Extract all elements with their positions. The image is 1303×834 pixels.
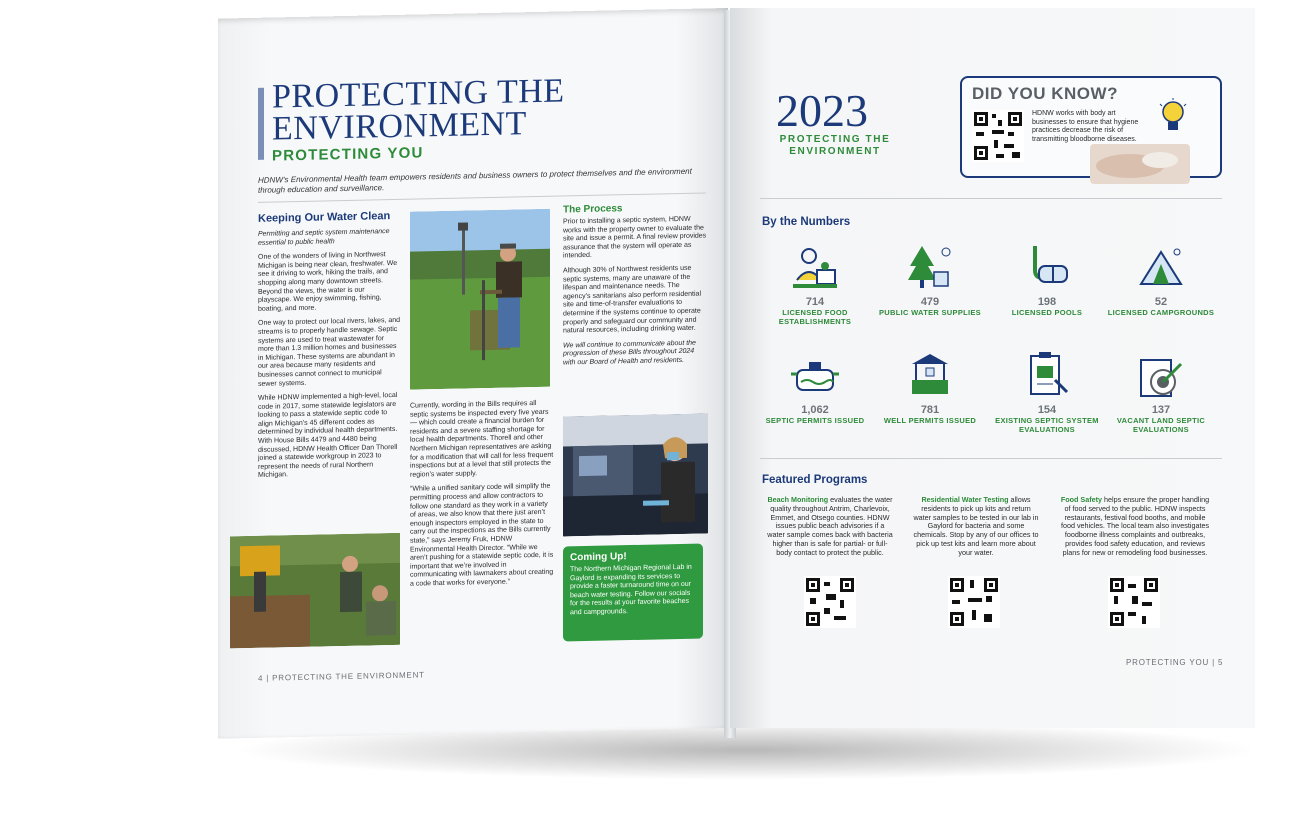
section-subheading: Permitting and septic system maintenance essential to public health [258,228,390,247]
paragraph: We will continue to communicate about the progression of these Bills throughout 2024 with our Board of Health and residents. [563,339,696,367]
paragraph: Currently, wording in the Bills requires all septic systems be inspected every five years — which could create a financial burden for residents and a severe staffing shortage for local health departments. Thorell and other Northern Michigan representatives are asking for a modification that will call for less frequent inspections but at a level that still protects the region’s water supply. [410,400,554,479]
title-line-2: ENVIRONMENT [272,105,527,148]
target-icon [1135,350,1187,402]
divider [760,198,1222,199]
qr-code-icon[interactable] [1108,576,1160,628]
coming-up-body: The Northern Michigan Regional Lab in Gaylord is expanding its services to provide a faster turnaround time on our beach water testing. Follow our socials for the results at your favorite beaches and campgrounds. [570,563,692,617]
did-you-know-box [960,76,1222,178]
program-residential-water [912,496,1040,558]
divider [760,458,1222,459]
programs-heading: Featured Programs [762,474,868,486]
stat-vacant-land [1106,350,1216,434]
stat-label: VACANT LAND SEPTIC EVALUATIONS [1116,416,1206,434]
paragraph: Prior to installing a septic system, HDNW works with the property owner to evaluate the site and issue a permit. A final review provides assurance that the system will operate as intended. [563,215,707,260]
stat-number: 52 [1154,296,1168,308]
paragraph: One way to protect our local rivers, lakes, and streams is to properly handle sewage. Septic systems are used to treat wastewater for more than 1.3 million homes and businesses in Michigan. These systems are abundant in our area because many residents and businesses cannot connect to municipal sewer systems. [258,317,401,388]
stat-number: 154 [1037,404,1057,416]
title-line-1: PROTECTING THE [272,72,565,116]
did-you-know-body: HDNW works with body art businesses to ensure that hygiene practices decrease the risk of transmitting bloodborne diseases. [1032,110,1139,143]
coming-up-box [563,544,703,642]
column-1 [258,228,400,487]
stat-number: 1,062 [801,404,829,416]
program-text: allows residents to pick up kits and return water samples to be tested in our lab in Gaylord for bacteria and some chemicals. Stop by any of our offices to pick up test kits and learn more about your water. [913,495,1039,557]
page-subtitle: PROTECTING YOU [272,144,424,165]
stat-label: LICENSED POOLS [1011,308,1083,317]
stat-number: 479 [920,296,940,308]
column-2 [410,400,555,596]
stat-well-permits [875,350,985,425]
page-footer-left: 4 | PROTECTING THE ENVIRONMENT [258,670,425,683]
title-accent-bar [258,88,264,160]
clipboard-icon [1021,350,1073,402]
program-name: Food Safety [1060,495,1103,504]
process-heading: The Process [563,203,623,216]
stat-pools [992,242,1102,317]
coming-up-heading: Coming Up! [570,551,627,564]
paragraph: While HDNW implemented a high-level, local code in 2017, some statewide legislators are looking to pass a statewide septic code to align Michigan’s 45 different codes as determined by individual health departments. With House Bills 4479 and 4480 being discussed, HDNW Health Officer Dan Thorell joined a statewide workgroup in 2023 to represent the needs of rural Northern Michigan. [258,392,398,480]
program-text: helps ensure the proper handling of food served to the public. HDNW inspects restaurants, festival food booths, and mobile food vehicles. The local team also investigates foodborne illness complaints and outbreaks, provides food safety education, and reviews plans for new or remodeling food businesses. [1060,495,1210,557]
stat-number: 198 [1037,296,1057,308]
year-heading: 2023 [776,85,868,136]
stat-label: WELL PERMITS ISSUED [883,416,977,425]
qr-code-icon[interactable] [972,110,1024,162]
stat-label: PUBLIC WATER SUPPLIES [878,308,981,317]
right-page [730,8,1255,728]
stat-label: SEPTIC PERMITS ISSUED [765,416,865,425]
snorkel-mask-icon [1021,242,1073,294]
page-title [272,72,565,148]
paragraph: “While a unified sanitary code will simplify the permitting process and allow contractors to follow one standard as they work in a variety of areas, we also know that there just aren’t enough inspectors employed in the state to carry out the inspections as the Bills currently state,” says Jeremy Fruk, HDNW Environmental Health Director. “While we aren’t pushing for a statewide septic code, it is important that we’re involved in communicating with lawmakers about creating a code that works for everyone.” [410,483,554,588]
photo-lab-technician [563,413,708,536]
water-well-icon [904,350,956,402]
paragraph: Although 30% of Northwest residents use septic systems, many are unaware of the lifespan and maintenance needs. The agency’s sanitarians also perform residential site and time-of-transfer evaluations to determine if the systems continue to operate properly and safeguard our community and natural resources, including drinking water. [563,264,701,335]
photo-excavation [230,533,400,649]
stat-campgrounds [1106,242,1216,317]
paragraph: One of the wonders of living in Northwest Michigan is being near clean, freshwater. We see it driving to work, hiking the trails, and shopping along many downtown streets. Beyond the views, the water is our playscape. We enjoy swimming, fishing, boating, and more. [258,251,398,313]
stat-number: 714 [805,296,825,308]
year-subheading: PROTECTING THE ENVIRONMENT [779,134,891,157]
numbers-heading: By the Numbers [762,216,851,228]
program-food-safety [1060,496,1210,558]
stat-number: 781 [920,404,940,416]
page-footer-right: PROTECTING YOU | 5 [1126,658,1224,667]
stat-number: 137 [1151,404,1171,416]
column-3 [563,215,708,374]
left-page [218,8,728,739]
tree-water-icon [904,242,956,294]
photo-tattoo [1090,144,1190,184]
qr-code-icon[interactable] [948,576,1000,628]
intro-text: HDNW’s Environmental Health team empowers residents and business owners to protect themselves and the environment through education and surveillance. [258,166,692,195]
stat-label: LICENSED CAMPGROUNDS [1107,308,1215,317]
did-you-know-title: DID YOU KNOW? [972,84,1118,103]
lightbulb-icon [1158,98,1188,138]
program-name: Beach Monitoring [767,495,829,504]
section-heading: Keeping Our Water Clean [258,210,391,225]
stat-water-supplies [875,242,985,317]
tent-icon [1135,242,1187,294]
stat-food-establishments [760,242,870,326]
program-name: Residential Water Testing [921,495,1009,504]
stat-label: EXISTING SEPTIC SYSTEM EVALUATIONS [995,416,1099,434]
stat-septic-permits [760,350,870,425]
qr-code-icon[interactable] [804,576,856,628]
photo-septic-inspection [410,209,550,390]
program-text: evaluates the water quality throughout Antrim, Charlevoix, Emmet, and Otsego counties. HDNW issues public beach advisories if a water sample comes back with bacteria higher than is safe for partial- or full-body contact to protect the public. [767,495,893,557]
stat-septic-evaluations [992,350,1102,434]
program-beach-monitoring [766,496,894,558]
stat-label: LICENSED FOOD ESTABLISHMENTS [778,308,852,326]
food-vendor-icon [789,242,841,294]
septic-tank-icon [789,350,841,402]
